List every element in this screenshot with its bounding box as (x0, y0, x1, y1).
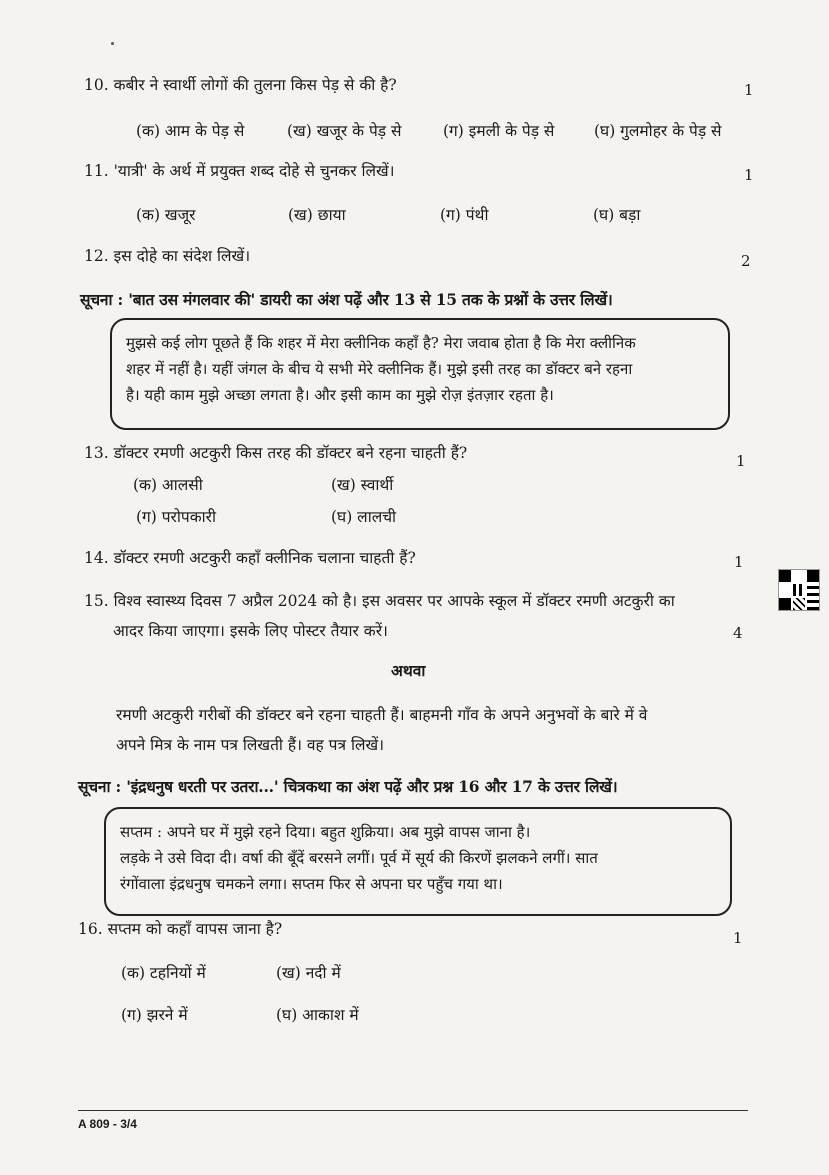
qr-code (778, 569, 820, 611)
question-11: 11. 'यात्री' के अर्थ में प्रयुक्त शब्द दोहे से चुनकर लिखें। (84, 162, 395, 180)
question-13-option-c: (ग) परोपकारी (136, 508, 216, 526)
passage-diary-line-2: शहर में नहीं है। यहीं जंगल के बीच ये सभी मेरे क्लीनिक हैं। मुझे इसी तरह का डॉक्टर बने रहना (126, 360, 633, 378)
question-10-option-d: (घ) गुलमोहर के पेड़ से (594, 122, 722, 140)
question-11-marks: 1 (744, 166, 754, 184)
question-15-line-1: 15. विश्व स्वास्थ्य दिवस 7 अप्रैल 2024 को है। इस अवसर पर आपके स्कूल में डॉक्टर रमणी अटकुरी का (84, 592, 675, 610)
page-footer: A 809 - 3/4 (78, 1117, 137, 1131)
passage-diary-line-1: मुझसे कई लोग पूछते हैं कि शहर में मेरा क्लीनिक कहाँ है? मेरा जवाब होता है कि मेरा क्लीनिक (126, 334, 636, 352)
passage-comic-line-2: लड़के ने उसे विदा दी। वर्षा की बूँदें बरसने लगीं। पूर्व में सूर्य की किरणें झलकने लगीं। सात (120, 849, 598, 867)
question-13: 13. डॉक्टर रमणी अटकुरी किस तरह की डॉक्टर बने रहना चाहती हैं? (84, 444, 468, 462)
question-13-option-d: (घ) लालची (331, 508, 397, 526)
question-10-option-b: (ख) खजूर के पेड़ से (287, 122, 402, 140)
question-11-option-c: (ग) पंथी (440, 206, 489, 224)
question-10-option-c: (ग) इमली के पेड़ से (443, 122, 555, 140)
question-11-option-d: (घ) बड़ा (593, 206, 641, 224)
passage-diary-line-3: है। यही काम मुझे अच्छा लगता है। और इसी काम का मुझे रोज़ इंतज़ार रहता है। (126, 386, 554, 404)
question-12-marks: 2 (741, 252, 751, 270)
question-11-option-b: (ख) छाया (288, 206, 346, 224)
question-10-marks: 1 (744, 81, 754, 99)
question-11-option-a: (क) खजूर (136, 206, 196, 224)
question-14: 14. डॉक्टर रमणी अटकुरी कहाँ क्लीनिक चलाना चाहती हैं? (84, 549, 416, 567)
question-16-marks: 1 (733, 929, 743, 947)
question-16: 16. सप्तम को कहाँ वापस जाना है? (78, 920, 283, 938)
question-12: 12. इस दोहे का संदेश लिखें। (84, 247, 251, 265)
page-mark (111, 42, 114, 45)
question-16-option-c: (ग) झरने में (121, 1006, 188, 1024)
question-14-marks: 1 (734, 553, 744, 571)
question-13-marks: 1 (736, 452, 746, 470)
question-15-alt-line-2: अपने मित्र के नाम पत्र लिखती हैं। वह पत्र लिखें। (116, 736, 385, 754)
question-10: 10. कबीर ने स्वार्थी लोगों की तुलना किस पेड़ से की है? (84, 76, 397, 94)
notice-diary: सूचना : 'बात उस मंगलवार की' डायरी का अंश पढ़ें और 13 से 15 तक के प्रश्नों के उत्तर लिखें। (80, 290, 613, 309)
question-16-option-a: (क) टहनियों में (121, 964, 206, 982)
question-15-alt-line-1: रमणी अटकुरी गरीबों की डॉक्टर बने रहना चाहती हैं। बाहमनी गाँव के अपने अनुभवों के बारे में वे (116, 706, 648, 724)
passage-comic-box (104, 807, 732, 916)
question-16-option-d: (घ) आकाश में (276, 1006, 359, 1024)
question-13-option-b: (ख) स्वार्थी (331, 476, 394, 494)
question-16-option-b: (ख) नदी में (276, 964, 341, 982)
question-13-option-a: (क) आलसी (133, 476, 203, 494)
passage-diary-box (110, 318, 730, 430)
question-15-line-2: आदर किया जाएगा। इसके लिए पोस्टर तैयार करें। (113, 622, 388, 640)
question-10-option-a: (क) आम के पेड़ से (136, 122, 245, 140)
passage-comic-line-1: सप्तम : अपने घर में मुझे रहने दिया। बहुत शुक्रिया। अब मुझे वापस जाना है। (120, 823, 531, 841)
footer-divider (78, 1110, 748, 1111)
passage-comic-line-3: रंगोंवाला इंद्रधनुष चमकने लगा। सप्तम फिर से अपना घर पहुँच गया था। (120, 875, 503, 893)
or-separator: अथवा (391, 661, 426, 680)
question-15-marks: 4 (733, 624, 743, 642)
notice-comic: सूचना : 'इंद्रधनुष धरती पर उतरा...' चित्रकथा का अंश पढ़ें और प्रश्न 16 और 17 के उत्तर लिखें। (78, 777, 618, 796)
